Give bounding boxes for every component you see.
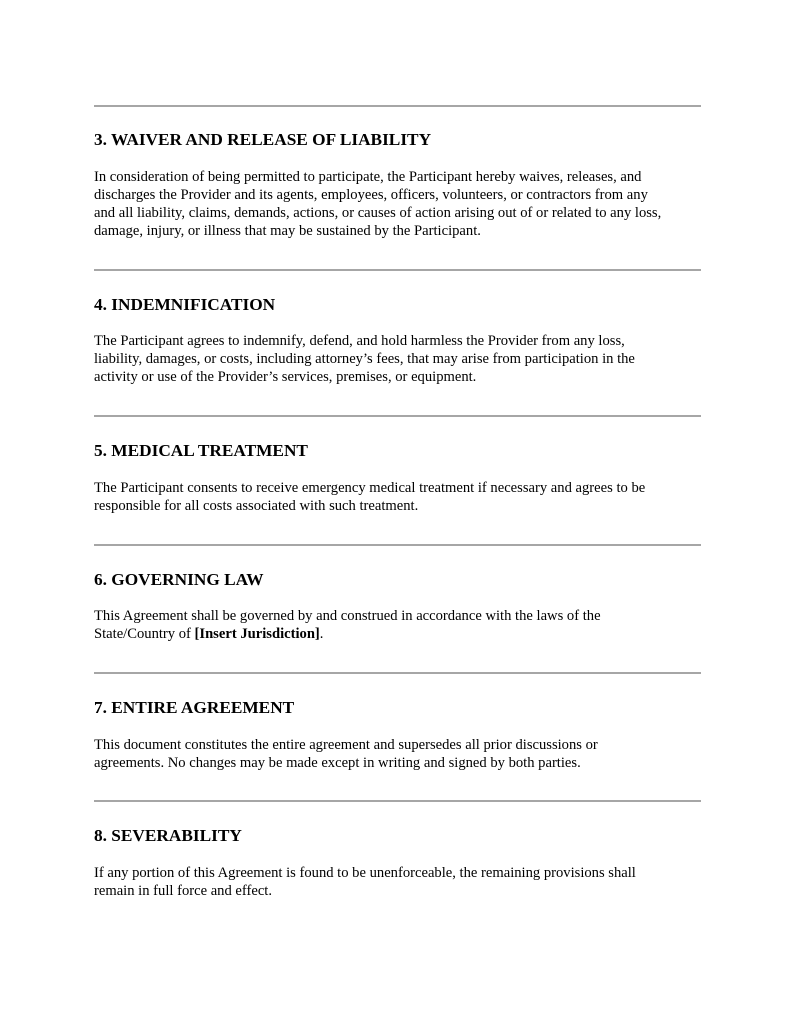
section-body-governing-law [94, 607, 701, 643]
section-body-waiver [94, 168, 701, 240]
body-line: responsible for all costs associated with such treatment. [94, 498, 419, 514]
section-body-medical-treatment [94, 479, 701, 515]
body-line: discharges the Provider and its agents, employees, officers, volunteers, or contractors from any [94, 187, 648, 203]
section-heading-governing-law: 6. GOVERNING LAW [94, 570, 264, 589]
body-line: and all liability, claims, demands, actions, or causes of action arising out of or related to any loss, [94, 205, 662, 221]
section-divider [94, 269, 701, 271]
jurisdiction-suffix: . [319, 626, 324, 642]
section-divider [94, 415, 701, 417]
body-line: This document constitutes the entire agreement and supersedes all prior discussions or [94, 737, 598, 753]
body-line [94, 625, 701, 643]
section-body-severability [94, 864, 701, 900]
body-line: liability, damages, or costs, including attorney’s fees, that may arise from participation in the [94, 351, 635, 367]
body-line: In consideration of being permitted to participate, the Participant hereby waives, releases, and [94, 169, 642, 185]
body-line: remain in full force and effect. [94, 883, 273, 899]
section-divider [94, 672, 701, 674]
section-divider [94, 544, 701, 546]
body-line: This Agreement shall be governed by and construed in accordance with the laws of the [94, 608, 601, 624]
section-body-indemnification [94, 332, 701, 386]
section-heading-medical-treatment: 5. MEDICAL TREATMENT [94, 441, 308, 460]
body-line: damage, injury, or illness that may be sustained by the Participant. [94, 223, 481, 239]
body-line: agreements. No changes may be made except in writing and signed by both parties. [94, 755, 581, 771]
section-divider [94, 105, 701, 107]
section-heading-severability: 8. SEVERABILITY [94, 826, 242, 845]
section-heading-waiver: 3. WAIVER AND RELEASE OF LIABILITY [94, 130, 432, 149]
body-line: If any portion of this Agreement is found to be unenforceable, the remaining provisions shall [94, 865, 636, 881]
jurisdiction-placeholder: [Insert Jurisdiction] [194, 626, 320, 642]
section-heading-indemnification: 4. INDEMNIFICATION [94, 295, 276, 314]
section-heading-entire-agreement: 7. ENTIRE AGREEMENT [94, 698, 295, 717]
section-divider [94, 800, 701, 802]
section-body-entire-agreement [94, 736, 701, 772]
body-line: The Participant agrees to indemnify, defend, and hold harmless the Provider from any loss, [94, 333, 625, 349]
body-line: activity or use of the Provider’s services, premises, or equipment. [94, 369, 477, 385]
body-line: The Participant consents to receive emergency medical treatment if necessary and agrees to be [94, 480, 646, 496]
jurisdiction-prefix: State/Country of [94, 626, 195, 642]
